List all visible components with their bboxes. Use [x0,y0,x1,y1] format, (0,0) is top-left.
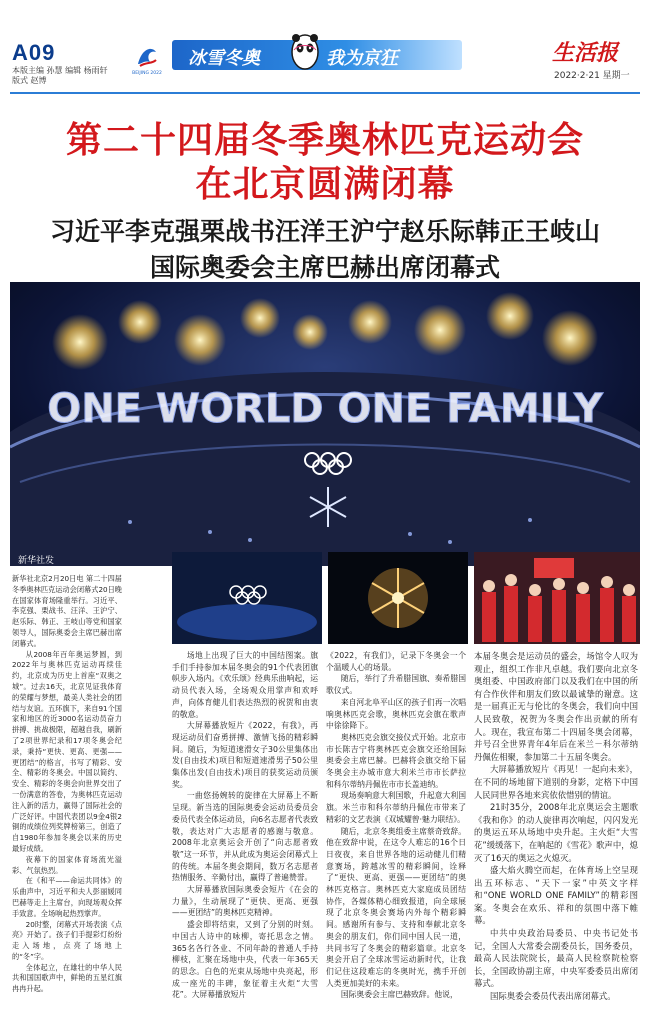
article-paragraph: 盛会即将结束，又到了分别的时刻。中国古人诗中的咏柳，寄托思念之情。365名各行各业、不同年龄的普通人手持柳枝，汇聚在场地中央，代表一年365天的思念。白色的光束从场地中央亮起，形成一座光的丰碑，象征着主火炬“大雪花”。大屏幕播放短片 [172,920,318,1000]
section-title-right: 我为京狂 [326,48,398,69]
fireworks-text: ONE WORLD ONE FAMILY [47,386,603,432]
section-title-left: 冰雪冬奥 [188,48,260,69]
article-paragraph: 大屏幕播放国际奥委会短片《在会的力量》，生动展现了“更快、更高、更强——更团结”的奥林匹克精神。 [172,885,318,918]
article-column-3 [326,650,466,1001]
article-paragraph: 21时35分，2008年北京奥运会主题歌《我和你》的动人旋律再次响起，闪闪发光的奥运五环从场地中央升起。主火炬“大雪花”缓缓落下，在响起的《雪花》歌声中，熄灭了16天的奥运之火熄灭。 [474,802,638,863]
article-paragraph: 国际奥委会委员代表出席闭幕式。 [489,991,616,1002]
article-paragraph: 中共中央政治局委员、中央书记处书记，全国人大常委会副委员长，国务委员，最高人民法院院长，最高人民检察院检察长，全国政协副主席，中央军委委员出席闭幕式。 [474,928,638,989]
issue-date: 2022·2·21 星期一 [554,71,630,81]
article-paragraph: 新华社北京2月20日电 第二十四届冬季奥林匹克运动会闭幕式20日晚在国家体育场隆重举行。习近平、李克强、栗战书、汪洋、王沪宁、赵乐际、韩正、王岐山等党和国家领导人，国际奥委会主席巴赫出席闭幕式。 [12,574,122,648]
article-paragraph: 随后，举行了升希腊国旗、奏希腊国歌仪式。 [326,674,466,696]
emblem-text: BEIJING 2022 [132,71,162,76]
article-paragraph: 场地上出现了巨大的中国结图案。旗手们手持参加本届冬奥会的91个代表团旗帜步入场内。《欢乐颂》经典乐曲响起，运动员代表入场，全场观众用掌声和欢呼声，向体育健儿们表达热烈的祝贺和由衷的敬意。 [172,651,318,719]
thumb-photo-athletes [474,552,640,644]
newspaper-logo: 生活报 [552,40,619,66]
thumb-photo-snowflake [328,552,468,644]
fireworks-stadium-image [10,282,640,566]
snowflake-lights-image [328,552,468,644]
article-paragraph: 《2022，有我们》，记录下冬奥会一个个温暖人心的场景。 [326,651,466,672]
article-paragraph: 大屏幕播放短片《2022，有我》，再现运动员们奋勇拼搏、激情飞扬的精彩瞬间。随后，为短道速滑女子30公里集体出发(自由技术)项目和短道速滑男子50公里集体出发(自由技术)项目的获奖运动员颁奖。 [172,721,318,789]
page-number: A09 [12,40,56,65]
beijing-2022-emblem-icon [128,38,166,76]
page-header [0,0,650,94]
rings-stage-image [172,552,322,644]
layout-line: 版式 赵博 [12,76,47,85]
article-paragraph: 从2008年百年奥运梦圆，到2022年与奥林匹克运动再续佳约，北京成为历史上首座“双奥之城”。过去16天，北京见证我体育的荣耀与梦想，最美人类社会的团结与友谊。五环旗下，来自91个国家和地区的近3000名运动员奋力拼搏、挑战极限，超越自我，刷新了2项世界纪录和17项冬奥会纪录，秉持“更快、更高、更强——更团结”的格言，书写了精彩、安全、精彩的冬奥会。中国以简约、安全、精彩的冬奥会向世界交出了一份满意的答卷，为奥林匹克运动注入新的活力，赢得了国际社会的广泛好评。中国代表团以9金4银2铜的成绩位列奖牌榜第三，创造了自1980年参加冬奥会以来的历史最好成绩。 [12,649,122,853]
editor-line: 本版主编 孙慧 编辑 杨雨轩 [12,66,108,75]
headline-line-1: 第二十四届冬季奥林匹克运动会 [65,120,584,161]
header-rule [10,92,640,94]
article-paragraph: 一曲悠扬婉转的旋律在大屏幕上不断呈现。新当选的国际奥委会运动员委员会委员代表全体运动员，向6名志愿者代表致敬，表达对广大志愿者的感谢与敬意。2008年北京奥运会开创了“向志愿者致敬”这一环节，并从此成为奥运会闭幕式上的传统。本届冬奥会期间，数万名志愿者热情服务、辛勤付出，赢得了普遍赞誉。 [172,791,318,883]
article-paragraph: 随后，北京冬奥组委主席蔡奇致辞。他在致辞中说，在这令人难忘的16个日日夜夜，来自世界各地的运动健儿们精意赛场，跨越冰雪的精彩瞬间，诠释了“更快、更高、更强——更团结”的奥林匹克格言。奥林匹克大家庭成员团结协作，各媒体精心细致报道，向全球展现了北京冬奥会赛场内外每个精彩瞬间。感谢所有参与、支持和奉献北京冬奥会的朋友们，你们同中国人民一道，共同书写了冬奥会的精彩篇章。北京冬奥会开启了全球冰雪运动新时代，让我们记住这段难忘的冬奥时光，携手开创人类更加美好的未来。 [326,826,466,988]
article-column-2 [172,650,318,1001]
article-paragraph: 本届冬奥会是运动员的盛会，场馆令人叹为观止，组织工作非凡卓越。我们要向北京冬奥组委、中国政府部门以及我们在中国的所有合作伙伴和朋友们致以最诚挚的谢意。这是一届真正无与伦比的冬奥会，我们向中国人民致敬，祝贺为冬奥会作出贡献的所有人。现在，我宣布第二十四届冬奥会闭幕，并号召全世界青年4年后在米兰－科尔蒂纳丹佩佐相聚，参加第二十五届冬奥会。 [474,651,638,762]
editor-credits [12,66,132,86]
photo-credit: 新华社发 [18,556,55,566]
subheadline-line-1: 习近平李克强栗战书汪洋王沪宁赵乐际韩正王岐山 [49,217,600,246]
article-paragraph: 盛大焰火腾空而起，在体育场上空呈现出五环标志、“天下一家”中英文字样和“ONE WORLD ONE FAMILY”的精彩图案。冬奥会在欢乐、祥和的氛围中落下帷幕。 [474,865,638,926]
article-paragraph: 现场奏响意大利国歌，升起意大利国旗。米兰市和科尔蒂纳丹佩佐市带来了精彩的文艺表演《双城耀曾·魅力联结》。 [326,791,466,824]
thumb-photo-rings [172,552,322,644]
article-paragraph: 20时整，闭幕式开场表演《点亮》开始了。孩子们手提彩灯纷纷走入场地，点亮了场地上的“冬”字。 [12,919,122,961]
article-paragraph: 奥林匹克会旗交接仪式开始。北京市市长陈吉宁将奥林匹克会旗交还给国际奥委会主席巴赫。巴赫将会旗交给下届冬奥会主办城市意大利米兰市市长萨拉和科尔蒂纳丹佩佐市市长盖迪纳。 [326,732,466,789]
article-paragraph: 全体起立，在雄壮的中华人民共和国国歌声中，鲜艳的五星红旗冉冉升起。 [12,962,122,994]
article-column-1 [12,574,122,995]
closing-ceremony-photo [10,282,640,566]
article-paragraph: 在《和平——命运共同体》的乐曲声中，习近平和夫人彭丽媛同巴赫等走上主席台，向现场观众挥手致意。全场响起热烈掌声。 [12,876,122,918]
article-paragraph: 来自河北阜平山区的孩子们再一次唱响奥林匹克会歌，奥林匹克会旗在歌声中徐徐降下。 [326,697,466,731]
subheadline-line-2: 国际奥委会主席巴赫出席闭幕式 [149,253,500,282]
article-column-4 [474,650,638,1003]
athletes-crowd-image [474,552,640,644]
article-paragraph: 大屏幕播放短片《再见！一起向未来》，在不同的场地留下道别的身影，定格下中国人民同世界各地来宾依依惜别的情谊。 [474,764,638,800]
headline-line-2: 在北京圆满闭幕 [195,164,455,205]
panda-mascot-icon [288,30,322,74]
article-paragraph: 夜幕下的国家体育场流光溢彩、气氛热烈。 [12,854,122,875]
article-paragraph: 国际奥委会主席巴赫致辞。他说， [340,990,458,1000]
